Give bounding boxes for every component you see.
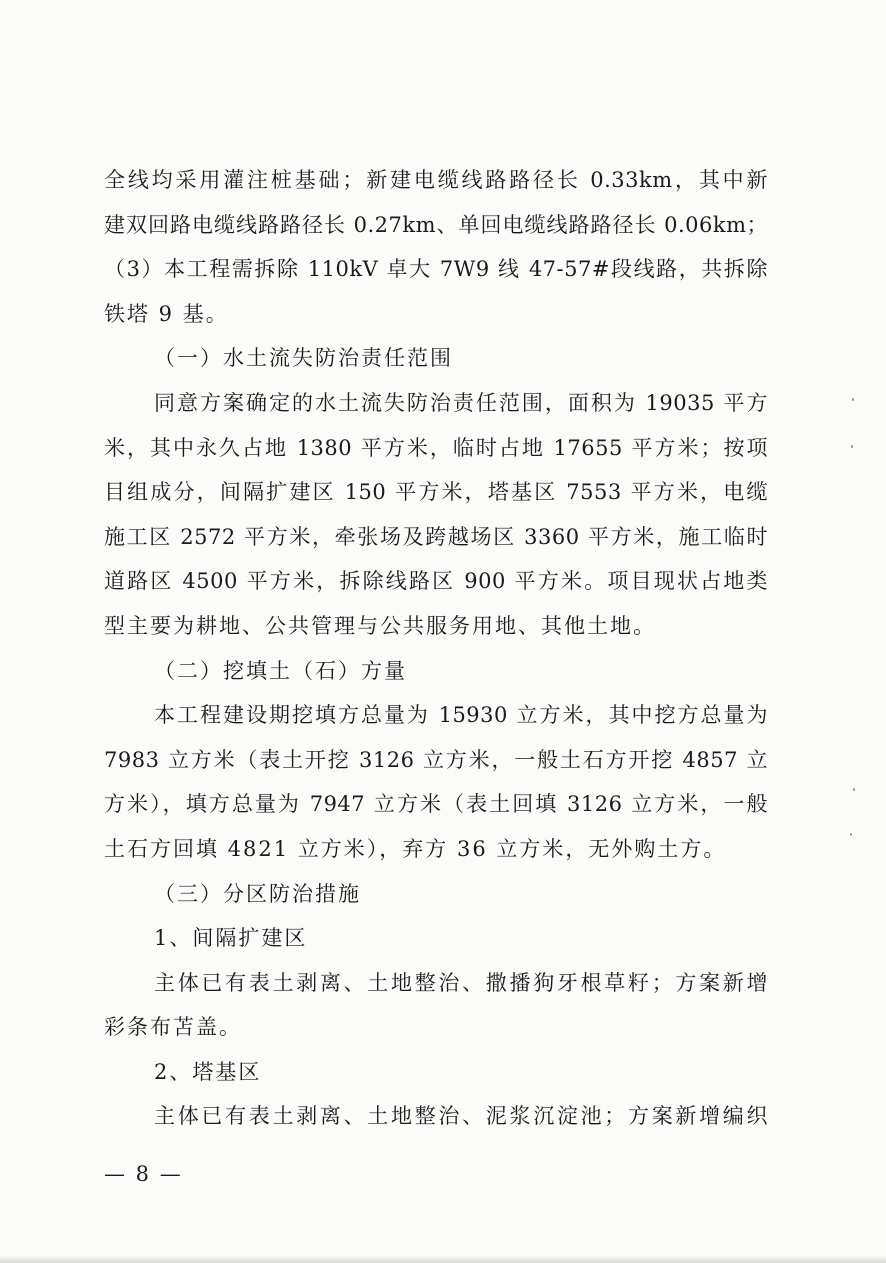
scan-speck [852,398,854,401]
subsection-heading-tower-base: 2、塔基区 [154,1059,262,1084]
body-line: 道路区 4500 平方米，拆除线路区 900 平方米。项目现状占地类 [104,569,768,594]
scan-speck [853,788,855,791]
section-heading-responsibility-scope: （一）水土流失防治责任范围 [154,346,453,371]
body-line: 主体已有表土剥离、土地整治、撒播狗牙根草籽；方案新增 [154,970,768,995]
body-line: 方米），填方总量为 7947 立方米（表土回填 3126 立方米，一般 [104,792,768,817]
body-line: 主体已有表土剥离、土地整治、泥浆沉淀池；方案新增编织 [154,1104,768,1129]
body-line: 7983 立方米（表土开挖 3126 立方米，一般土石方开挖 4857 立 [104,747,768,772]
body-line: 彩条布苫盖。 [104,1015,242,1040]
body-line: 型主要为耕地、公共管理与公共服务用地、其他土地。 [104,613,656,638]
body-line: 本工程建设期挖填方总量为 15930 立方米，其中挖方总量为 [154,703,768,728]
scan-speck [850,833,852,836]
subsection-heading-bay-expansion: 1、间隔扩建区 [154,926,308,951]
body-line: 土石方回填 4821 立方米），弃方 36 立方米，无外购土方。 [104,836,727,861]
body-line: 施工区 2572 平方米，牵张场及跨越场区 3360 平方米，施工临时 [104,524,768,549]
body-line: 铁塔 9 基。 [104,301,229,326]
body-line: 米，其中永久占地 1380 平方米，临时占地 17655 平方米；按项 [104,435,768,460]
section-heading-earthwork: （二）挖填土（石）方量 [154,658,407,683]
section-heading-zoned-measures: （三）分区防治措施 [154,881,361,906]
scan-bottom-edge [0,1255,886,1263]
body-line: （3）本工程需拆除 110kV 卓大 7W9 线 47-57#段线路，共拆除 [104,257,768,282]
body-line: 目组成分，间隔扩建区 150 平方米，塔基区 7553 平方米，电缆 [104,480,768,505]
body-line: 同意方案确定的水土流失防治责任范围，面积为 19035 平方 [154,390,768,415]
page-number: — 8 — [104,1162,183,1186]
document-body [104,158,768,1139]
scan-speck [851,445,853,448]
body-line: 建双回路电缆线路路径长 0.27km、单回电缆线路路径长 0.06km； [104,212,768,237]
body-line: 全线均采用灌注桩基础；新建电缆线路路径长 0.33km，其中新 [104,168,768,192]
